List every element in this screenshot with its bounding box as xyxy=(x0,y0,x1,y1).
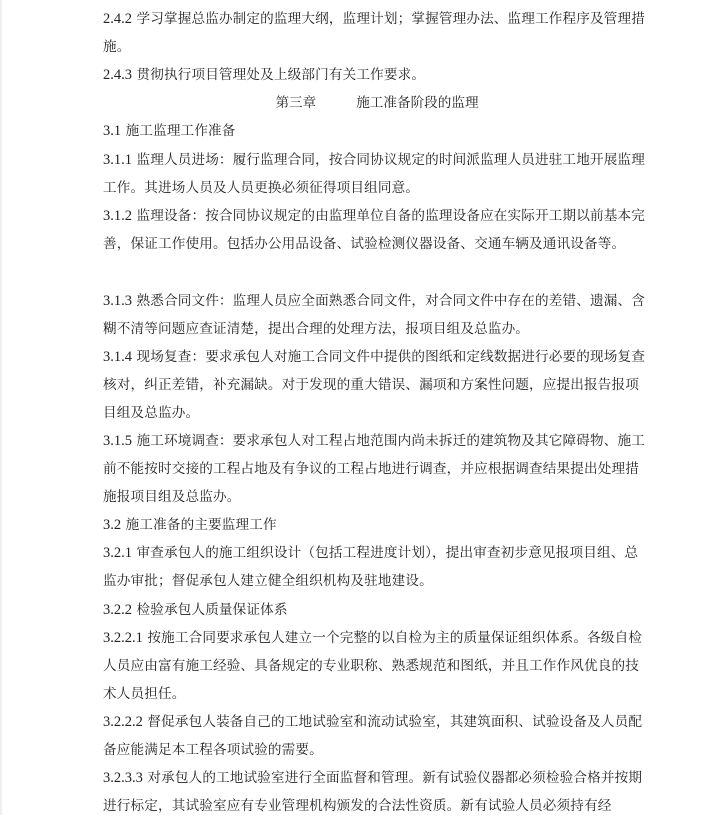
paragraph-text: 贯彻执行项目管理处及上级部门有关工作要求。 xyxy=(132,67,426,83)
section-heading-3-1 xyxy=(103,117,651,145)
section-heading-3-2-2 xyxy=(103,596,651,624)
section-number: 3.1.3 xyxy=(103,293,132,309)
section-title: 施工监理工作准备 xyxy=(121,123,236,139)
section-number: 3.1 xyxy=(103,123,122,139)
section-heading-3-2 xyxy=(103,511,651,539)
chapter-heading xyxy=(103,89,651,117)
paragraph-3-2-1 xyxy=(103,539,651,595)
chapter-label: 第三章 xyxy=(275,95,317,111)
paragraph-text: 熟悉合同文件：监理人员应全面熟悉合同文件，对合同文件中存在的差错、遗漏、含糊不清等问题应查证清楚，提出合理的处理方法，报项目组及总监办。 xyxy=(103,293,645,338)
section-number: 2.4.2 xyxy=(103,11,132,27)
paragraph-text: 学习掌握总监办制定的监理大纲，监理计划；掌握管理办法、监理工作程序及管理措施。 xyxy=(103,11,645,56)
paragraph-3-1-3 xyxy=(103,287,651,343)
section-number: 3.1.4 xyxy=(103,349,132,365)
paragraph-3-2-2-1 xyxy=(103,624,651,709)
section-number: 3.2.2.2 xyxy=(103,714,143,730)
section-number: 3.1.5 xyxy=(103,433,132,449)
section-title: 施工准备的主要监理工作 xyxy=(121,517,277,533)
paragraph-text: 审查承包人的施工组织设计（包括工程进度计划），提出审查初步意见报项目组、总监办审批；督促承包人建立健全组织机构及驻地建设。 xyxy=(103,545,639,590)
paragraph-text: 监理人员进场：履行监理合同，按合同协议规定的时间派监理人员进驻工地开展监理工作。其进场人员及人员更换必须征得项目组同意。 xyxy=(103,152,645,197)
section-number: 3.1.1 xyxy=(103,152,132,168)
chapter-title: 施工准备阶段的监理 xyxy=(356,95,479,111)
section-number: 2.4.3 xyxy=(103,67,132,83)
paragraph-3-1-2 xyxy=(103,202,651,258)
paragraph-text: 现场复查：要求承包人对施工合同文件中提供的图纸和定线数据进行必要的现场复查核对，纠正差错，补充漏缺。对于发现的重大错误、漏项和方案性问题，应提出报告报项目组及总监办。 xyxy=(103,349,645,422)
paragraph-text: 对承包人的工地试验室进行全面监督和管理。新有试验仪器都必须检验合格并按期进行标定，其试验室应有专业管理机构颁发的合法性资质。新有试验人员必须持有经 xyxy=(103,770,643,815)
section-number: 3.2.3.3 xyxy=(103,770,143,786)
paragraph-3-1-5 xyxy=(103,427,651,512)
section-title: 检验承包人质量保证体系 xyxy=(132,602,288,618)
section-number: 3.1.2 xyxy=(103,208,132,224)
paragraph-3-2-2-2 xyxy=(103,708,651,764)
section-number: 3.2 xyxy=(103,517,122,533)
paragraph-2-4-2 xyxy=(103,5,651,61)
paragraph-3-1-1 xyxy=(103,146,651,202)
section-number: 3.2.2.1 xyxy=(103,630,143,646)
paragraph-text: 监理设备：按合同协议规定的由监理单位自备的监理设备应在实际开工期以前基本完善，保证工作使用。包括办公用品设备、试验检测仪器设备、交通车辆及通讯设备等。 xyxy=(103,208,645,253)
paragraph-3-1-4 xyxy=(103,343,651,428)
section-number: 3.2.1 xyxy=(103,545,132,561)
section-number: 3.2.2 xyxy=(103,602,132,618)
paragraph-text: 施工环境调查：要求承包人对工程占地范围内尚未拆迁的建筑物及其它障碍物、施工前不能按时交接的工程占地及有争议的工程占地进行调查，并应根据调查结果提出处理措施报项目组及总监办。 xyxy=(103,433,645,506)
paragraph-text: 按施工合同要求承包人建立一个完整的以自检为主的质量保证组织体系。各级自检人员应由富有施工经验、具备规定的专业职称、熟悉规范和图纸，并且工作作风优良的技术人员担任。 xyxy=(103,630,643,703)
paragraph-text: 督促承包人装备自己的工地试验室和流动试验室，其建筑面积、试验设备及人员配备应能满足本工程各项试验的需要。 xyxy=(103,714,643,759)
paragraph-3-2-3-3 xyxy=(103,764,651,820)
paragraph-2-4-3 xyxy=(103,61,651,89)
